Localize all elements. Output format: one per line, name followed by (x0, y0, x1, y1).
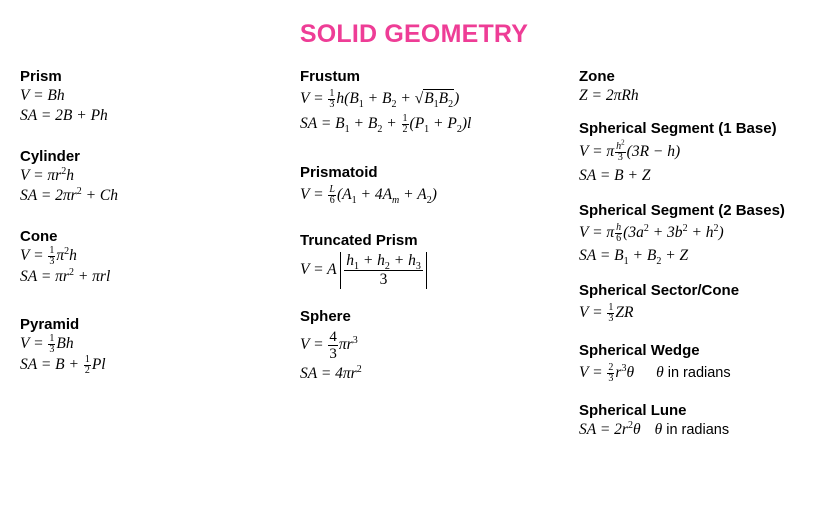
segment-1-base-heading: Spherical Segment (1 Base) (579, 120, 777, 137)
frustum-heading: Frustum (300, 68, 360, 85)
cylinder-volume-formula: $V = \pi r^2h$ (20, 165, 74, 184)
page-title: SOLID GEOMETRY (299, 20, 529, 48)
segment-1-base-area-formula: SA = B + Z (579, 167, 651, 184)
segment-2-bases-area-formula: SA = $B_1 + B_2 + Z$ (579, 247, 689, 268)
lune-section (579, 402, 729, 440)
segment-1-base-volume-formula: V = π $\frac{h^2}{3}$ (3R − h) (579, 138, 681, 163)
cylinder-heading: Cylinder (20, 148, 81, 165)
cone-area-formula: SA = $\pi r^2 + \pi rl$ (20, 266, 111, 285)
segment-2-bases-section (579, 202, 785, 266)
wedge-section (579, 342, 731, 386)
truncated-prism-section (300, 232, 427, 290)
segment-2-bases-heading: Spherical Segment (2 Bases) (579, 202, 785, 219)
prism-area-formula: SA = 2B + Ph (20, 107, 108, 124)
prismatoid-volume-formula: V = $\frac{L}{6}$ $(A_1 + 4A_m + A_2)$ (300, 183, 437, 207)
zone-formula: Z = 2πRh (579, 87, 639, 104)
segment-1-base-section (579, 120, 777, 186)
cylinder-area-formula: SA = $2\pi r^2 + Ch$ (20, 185, 119, 204)
lune-area-formula: SA = $2r^2\theta$ θ in radians (579, 419, 730, 438)
pyramid-section (20, 316, 106, 376)
frustum-volume-formula: V = $\frac{1}{3}$ $h(B_1 + B_2 + √B_1B_2)$ (300, 87, 460, 111)
pyramid-heading: Pyramid (20, 316, 80, 333)
prism-heading: Prism (20, 68, 62, 85)
sector-cone-section (579, 282, 739, 326)
prismatoid-section (300, 164, 437, 208)
zone-heading: Zone (579, 68, 615, 85)
frustum-area-formula: SA = $B_1 + B_2$ + $\frac{1}{2}$ $(P_1 + P_2)l$ (300, 112, 472, 136)
sector-cone-volume-formula: V = $\frac{1}{3}$ ZR (579, 301, 634, 324)
cylinder-section (20, 148, 118, 206)
lune-heading: Spherical Lune (579, 402, 687, 419)
wedge-volume-formula: V = $\frac{2}{3}$ $r^3\theta$ θ in radians (579, 361, 731, 384)
segment-2-bases-volume-formula: V = π $\frac{h}{6}$ $(3a^2 + 3b^2 + h^2)$ (579, 221, 724, 244)
truncated-prism-volume-formula: V = A $\frac{h_1 + h_2 + h_3}{3}$ (300, 250, 427, 290)
wedge-heading: Spherical Wedge (579, 342, 700, 359)
pyramid-volume-formula: V = $\frac{1}{3}$ Bh (20, 333, 74, 355)
sphere-section (300, 308, 362, 384)
prism-section (20, 68, 108, 126)
cone-volume-formula: V = $\frac{1}{3}$ $\pi^2h$ (20, 245, 77, 267)
zone-section (579, 68, 639, 106)
sphere-area-formula: SA = $4\pi r^2$ (300, 363, 362, 382)
prism-volume-formula: V = Bh (20, 87, 65, 104)
pyramid-area-formula: SA = B + $\frac{1}{2}$ Pl (20, 354, 106, 376)
sphere-volume-formula: V = $\frac{4}{3}$ $\pi r^3$ (300, 328, 358, 362)
prismatoid-heading: Prismatoid (300, 164, 378, 181)
sphere-heading: Sphere (300, 308, 351, 325)
frustum-section (300, 68, 471, 136)
cone-section (20, 228, 110, 287)
sector-cone-heading: Spherical Sector/Cone (579, 282, 740, 299)
cone-heading: Cone (20, 228, 58, 245)
truncated-prism-heading: Truncated Prism (300, 232, 418, 249)
